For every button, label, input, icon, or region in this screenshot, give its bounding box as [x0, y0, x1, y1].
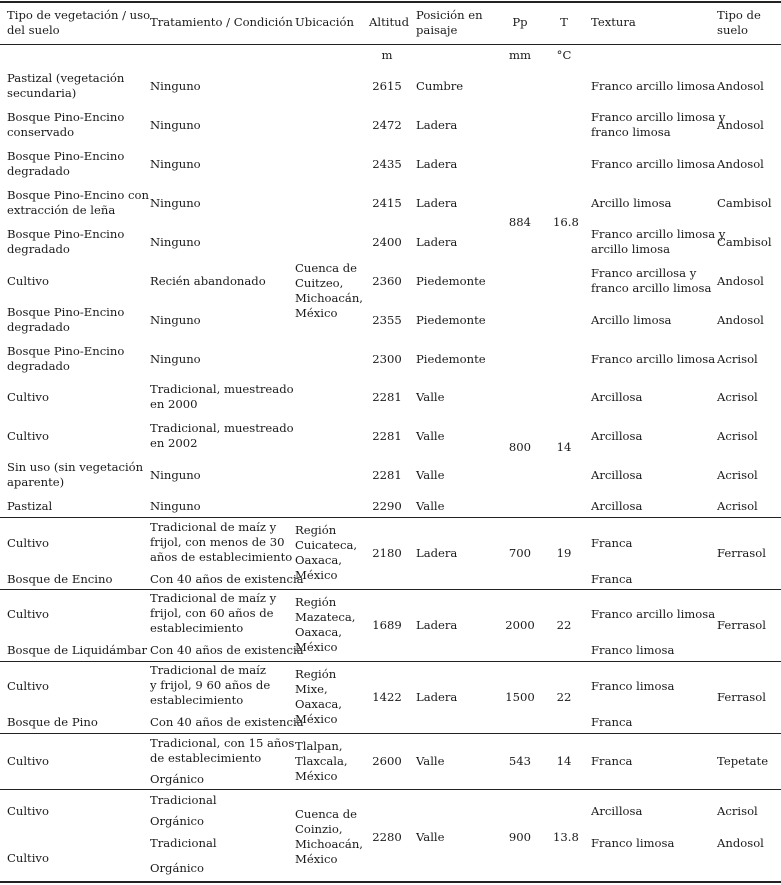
temperature-value: 14 [556, 439, 572, 454]
row-altitude: 1689 [372, 617, 402, 632]
row-texture: Franca [591, 535, 633, 550]
row-altitude: 2600 [372, 753, 402, 768]
row-texture: Franco limosa [591, 642, 675, 657]
row-position: Valle [416, 753, 445, 768]
row-texture: Franco arcillo limosa y arcillo limosa [591, 227, 726, 256]
row-soil-type: Tepetate [717, 753, 769, 768]
row-texture: Franco arcillo limosa [591, 351, 716, 366]
precipitation-value: 900 [508, 829, 532, 844]
header-vegetation-use: Tipo de vegetación / uso del suelo [7, 8, 151, 37]
location-cuitzeo: Cuenca de Cuitzeo, Michoacán, México [295, 261, 363, 320]
header-precipitation: Pp [512, 15, 528, 29]
location-coinzio: Cuenca de Coinzio, Michoacán, México [295, 807, 363, 866]
row-soil-type: Acrisol [717, 351, 758, 366]
row-position: Valle [416, 498, 445, 513]
row-treatment: Recién abandonado [150, 273, 266, 288]
row-altitude: 2355 [372, 312, 402, 327]
row-texture: Arcillo limosa [591, 312, 672, 327]
row-treatment: Tradicional [150, 792, 217, 807]
row-position: Ladera [416, 117, 458, 132]
row-soil-type: Cambisol [717, 234, 772, 249]
row-vegetation: Bosque Pino-Encino degradado [7, 344, 125, 373]
header-texture: Textura [591, 15, 636, 29]
location-tlalpan: Tlalpan, Tlaxcala, México [295, 738, 348, 783]
row-vegetation: Bosque Pino-Encino conservado [7, 110, 125, 139]
row-soil-type: Ferrasol [717, 545, 766, 560]
row-soil-type: Ferrasol [717, 617, 766, 632]
row-treatment: Orgánico [150, 771, 205, 786]
row-vegetation: Cultivo [7, 803, 49, 818]
temperature-value: 19 [556, 545, 572, 560]
table-rule [0, 789, 781, 790]
header-temperature: T [560, 15, 568, 29]
row-position: Ladera [416, 545, 458, 560]
table-rule [0, 589, 781, 590]
row-texture: Arcillosa [591, 803, 643, 818]
row-vegetation: Pastizal [7, 498, 53, 513]
row-soil-type: Andosol [717, 835, 764, 850]
row-treatment: Tradicional, muestreado en 2002 [150, 421, 294, 450]
row-altitude: 2615 [372, 78, 402, 93]
row-texture: Franca [591, 714, 633, 729]
row-texture: Arcillo limosa [591, 195, 672, 210]
precipitation-value: 884 [508, 214, 532, 229]
row-texture: Franco arcillosa y franco arcillo limosa [591, 266, 712, 295]
location-mazateca: Región Mazateca, Oaxaca, México [295, 595, 356, 654]
row-treatment: Ninguno [150, 195, 201, 210]
header-soil-type: Tipo de suelo [717, 8, 761, 37]
row-position: Cumbre [416, 78, 464, 93]
row-texture: Franco limosa [591, 835, 675, 850]
row-texture: Franco limosa [591, 678, 675, 693]
row-treatment: Ninguno [150, 467, 201, 482]
row-vegetation: Bosque Pino-Encino degradado [7, 305, 125, 334]
table-rule [0, 661, 781, 662]
row-altitude: 2180 [372, 545, 402, 560]
row-position: Valle [416, 389, 445, 404]
header-altitude: Altitud [369, 15, 409, 29]
table-rule [0, 44, 781, 45]
header-treatment: Tratamiento / Condición [150, 15, 293, 29]
row-soil-type: Acrisol [717, 467, 758, 482]
temperature-value: 14 [556, 753, 572, 768]
row-position: Valle [416, 829, 445, 844]
header-position: Posición en paisaje [416, 8, 483, 37]
row-vegetation: Cultivo [7, 850, 49, 865]
row-altitude: 2290 [372, 498, 402, 513]
unit-altitude: m [381, 48, 393, 62]
row-treatment: Tradicional de maíz y frijol, con 60 años de establecimiento [150, 590, 277, 635]
row-texture: Franca [591, 753, 633, 768]
row-vegetation: Pastizal (vegetación secundaria) [7, 71, 125, 100]
row-treatment: Tradicional [150, 835, 217, 850]
temperature-value: 22 [556, 617, 572, 632]
precipitation-value: 700 [508, 545, 532, 560]
row-treatment: Ninguno [150, 498, 201, 513]
row-texture: Arcillosa [591, 428, 643, 443]
table-rule [0, 733, 781, 734]
row-texture: Arcillosa [591, 467, 643, 482]
row-vegetation: Sin uso (sin vegetación aparente) [7, 460, 144, 489]
row-position: Piedemonte [416, 312, 486, 327]
row-soil-type: Andosol [717, 156, 764, 171]
row-vegetation: Cultivo [7, 535, 49, 550]
row-treatment: Tradicional, con 15 años de establecimiento [150, 736, 295, 765]
row-treatment: Ninguno [150, 234, 201, 249]
row-vegetation: Cultivo [7, 606, 49, 621]
row-texture: Arcillosa [591, 498, 643, 513]
row-treatment: Tradicional de maíz y frijol, 9 60 años de establecimiento [150, 662, 271, 707]
row-altitude: 2281 [372, 467, 402, 482]
row-vegetation: Cultivo [7, 273, 49, 288]
row-vegetation: Cultivo [7, 428, 49, 443]
row-texture: Franco arcillo limosa [591, 156, 716, 171]
row-position: Piedemonte [416, 351, 486, 366]
row-soil-type: Cambisol [717, 195, 772, 210]
row-soil-type: Andosol [717, 117, 764, 132]
row-treatment: Orgánico [150, 860, 205, 875]
row-altitude: 2300 [372, 351, 402, 366]
row-soil-type: Andosol [717, 273, 764, 288]
unit-temperature: °C [556, 48, 572, 62]
precipitation-value: 543 [508, 753, 532, 768]
row-soil-type: Acrisol [717, 498, 758, 513]
row-altitude: 2281 [372, 428, 402, 443]
row-soil-type: Andosol [717, 78, 764, 93]
location-cuicateca: Región Cuicateca, Oaxaca, México [295, 523, 358, 582]
row-texture: Franco arcillo limosa [591, 78, 716, 93]
precipitation-value: 1500 [505, 689, 535, 704]
header-location: Ubicación [295, 15, 354, 29]
unit-precipitation: mm [509, 48, 531, 62]
row-treatment: Con 40 años de existencia [150, 642, 304, 657]
row-position: Ladera [416, 617, 458, 632]
row-treatment: Ninguno [150, 351, 201, 366]
temperature-value: 13.8 [553, 829, 579, 844]
row-vegetation: Cultivo [7, 753, 49, 768]
row-vegetation: Bosque Pino-Encino degradado [7, 149, 125, 178]
row-position: Piedemonte [416, 273, 486, 288]
temperature-value: 16.8 [553, 214, 579, 229]
row-altitude: 2435 [372, 156, 402, 171]
row-vegetation: Bosque de Pino [7, 714, 98, 729]
row-texture: Franco arcillo limosa y franco limosa [591, 110, 726, 139]
row-soil-type: Andosol [717, 312, 764, 327]
temperature-value: 22 [556, 689, 572, 704]
row-altitude: 2415 [372, 195, 402, 210]
table-rule [0, 1, 781, 3]
row-altitude: 2281 [372, 389, 402, 404]
row-position: Valle [416, 428, 445, 443]
row-position: Ladera [416, 156, 458, 171]
row-position: Valle [416, 467, 445, 482]
precipitation-value: 2000 [505, 617, 535, 632]
row-treatment: Ninguno [150, 117, 201, 132]
row-altitude: 2472 [372, 117, 402, 132]
row-treatment: Ninguno [150, 312, 201, 327]
row-treatment: Ninguno [150, 78, 201, 93]
row-treatment: Tradicional de maíz y frijol, con menos de 30 años de establecimiento [150, 519, 293, 564]
row-vegetation: Cultivo [7, 389, 49, 404]
row-texture: Arcillosa [591, 389, 643, 404]
row-vegetation: Bosque Pino-Encino degradado [7, 227, 125, 256]
row-soil-type: Acrisol [717, 428, 758, 443]
row-altitude: 2360 [372, 273, 402, 288]
row-treatment: Con 40 años de existencia [150, 571, 304, 586]
table-rule [0, 881, 781, 883]
row-position: Ladera [416, 689, 458, 704]
row-treatment: Tradicional, muestreado en 2000 [150, 382, 294, 411]
table-rule [0, 517, 781, 518]
location-mixe: Región Mixe, Oaxaca, México [295, 667, 342, 726]
row-altitude: 1422 [372, 689, 402, 704]
row-treatment: Orgánico [150, 813, 205, 828]
row-altitude: 2280 [372, 829, 402, 844]
row-vegetation: Cultivo [7, 678, 49, 693]
row-soil-type: Acrisol [717, 389, 758, 404]
row-treatment: Ninguno [150, 156, 201, 171]
row-treatment: Con 40 años de existencia [150, 714, 304, 729]
row-soil-type: Ferrasol [717, 689, 766, 704]
row-vegetation: Bosque de Encino [7, 571, 113, 586]
precipitation-value: 800 [508, 439, 532, 454]
row-position: Ladera [416, 234, 458, 249]
row-vegetation: Bosque Pino-Encino con extracción de leña [7, 188, 149, 217]
row-position: Ladera [416, 195, 458, 210]
row-texture: Franca [591, 571, 633, 586]
row-altitude: 2400 [372, 234, 402, 249]
row-texture: Franco arcillo limosa [591, 606, 716, 621]
row-soil-type: Acrisol [717, 803, 758, 818]
row-vegetation: Bosque de Liquidámbar [7, 642, 148, 657]
